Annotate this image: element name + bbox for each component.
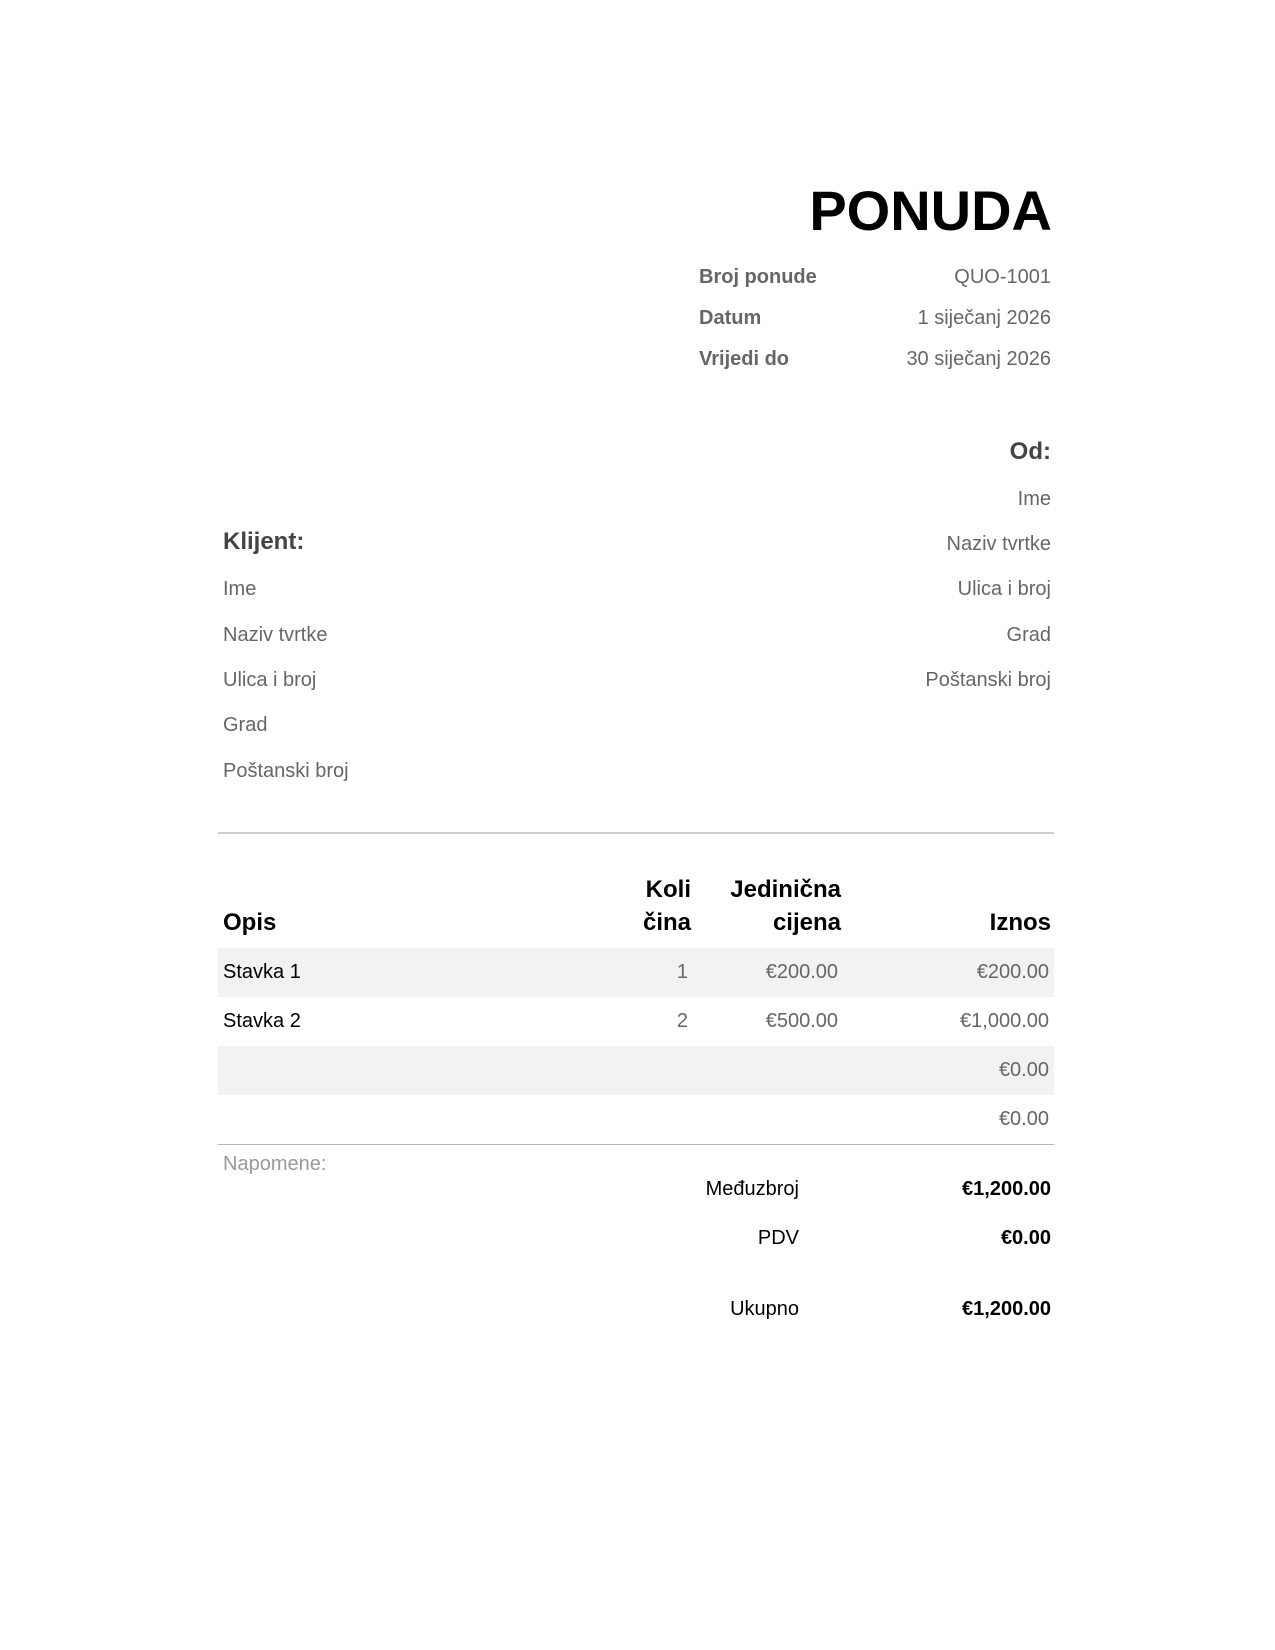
row-amount: €0.00	[998, 1108, 1049, 1130]
sender-street: Ulica i broj	[957, 578, 1051, 600]
client-heading: Klijent:	[223, 528, 305, 555]
row-quantity: 1	[676, 961, 688, 983]
row-amount: €1,000.00	[960, 1010, 1049, 1032]
client-name: Ime	[223, 578, 257, 600]
date-label: Datum	[699, 307, 762, 329]
client-company: Naziv tvrtke	[223, 624, 328, 646]
quote-number-label: Broj ponude	[699, 266, 817, 288]
total-value: €1,200.00	[962, 1298, 1051, 1320]
header-quantity-line2: čina	[642, 909, 691, 936]
header-description: Opis	[223, 909, 277, 936]
notes-label: Napomene:	[223, 1153, 327, 1175]
row-unit-price: €200.00	[765, 961, 838, 983]
sender-name: Ime	[1017, 488, 1051, 510]
header-quantity	[643, 873, 691, 939]
header-unit-price	[730, 873, 841, 939]
section-divider	[218, 832, 1054, 834]
row-quantity: 2	[676, 1010, 688, 1032]
tax-value: €0.00	[1000, 1227, 1051, 1249]
total-label: Ukupno	[730, 1298, 799, 1320]
header-amount: Iznos	[989, 909, 1051, 936]
table-row	[218, 1046, 1054, 1095]
client-street: Ulica i broj	[223, 669, 317, 691]
subtotal-value: €1,200.00	[962, 1178, 1051, 1200]
quote-number-value: QUO-1001	[954, 266, 1051, 288]
table-row	[218, 997, 1054, 1046]
subtotal-label: Međuzbroj	[705, 1178, 799, 1200]
client-city: Grad	[223, 714, 268, 736]
header-unit-price-line2: cijena	[772, 909, 841, 936]
header-unit-price-line1: Jedinična	[730, 876, 841, 903]
client-postal-code: Poštanski broj	[223, 760, 349, 782]
row-amount: €200.00	[976, 961, 1049, 983]
sender-postal-code: Poštanski broj	[925, 669, 1051, 691]
tax-label: PDV	[757, 1227, 799, 1249]
sender-company: Naziv tvrtke	[946, 533, 1051, 555]
sender-city: Grad	[1006, 624, 1051, 646]
row-description: Stavka 1	[223, 961, 301, 983]
table-row	[218, 1095, 1054, 1144]
row-amount: €0.00	[998, 1059, 1049, 1081]
document-title: PONUDA	[809, 179, 1052, 242]
valid-until-value: 30 siječanj 2026	[906, 348, 1051, 370]
header-quantity-line1: Koli	[645, 876, 691, 903]
table-bottom-divider	[218, 1144, 1054, 1145]
row-description: Stavka 2	[223, 1010, 301, 1032]
sender-heading: Od:	[1009, 438, 1051, 465]
row-unit-price: €500.00	[765, 1010, 838, 1032]
date-value: 1 siječanj 2026	[917, 307, 1051, 329]
table-row	[218, 948, 1054, 997]
valid-until-label: Vrijedi do	[699, 348, 790, 370]
